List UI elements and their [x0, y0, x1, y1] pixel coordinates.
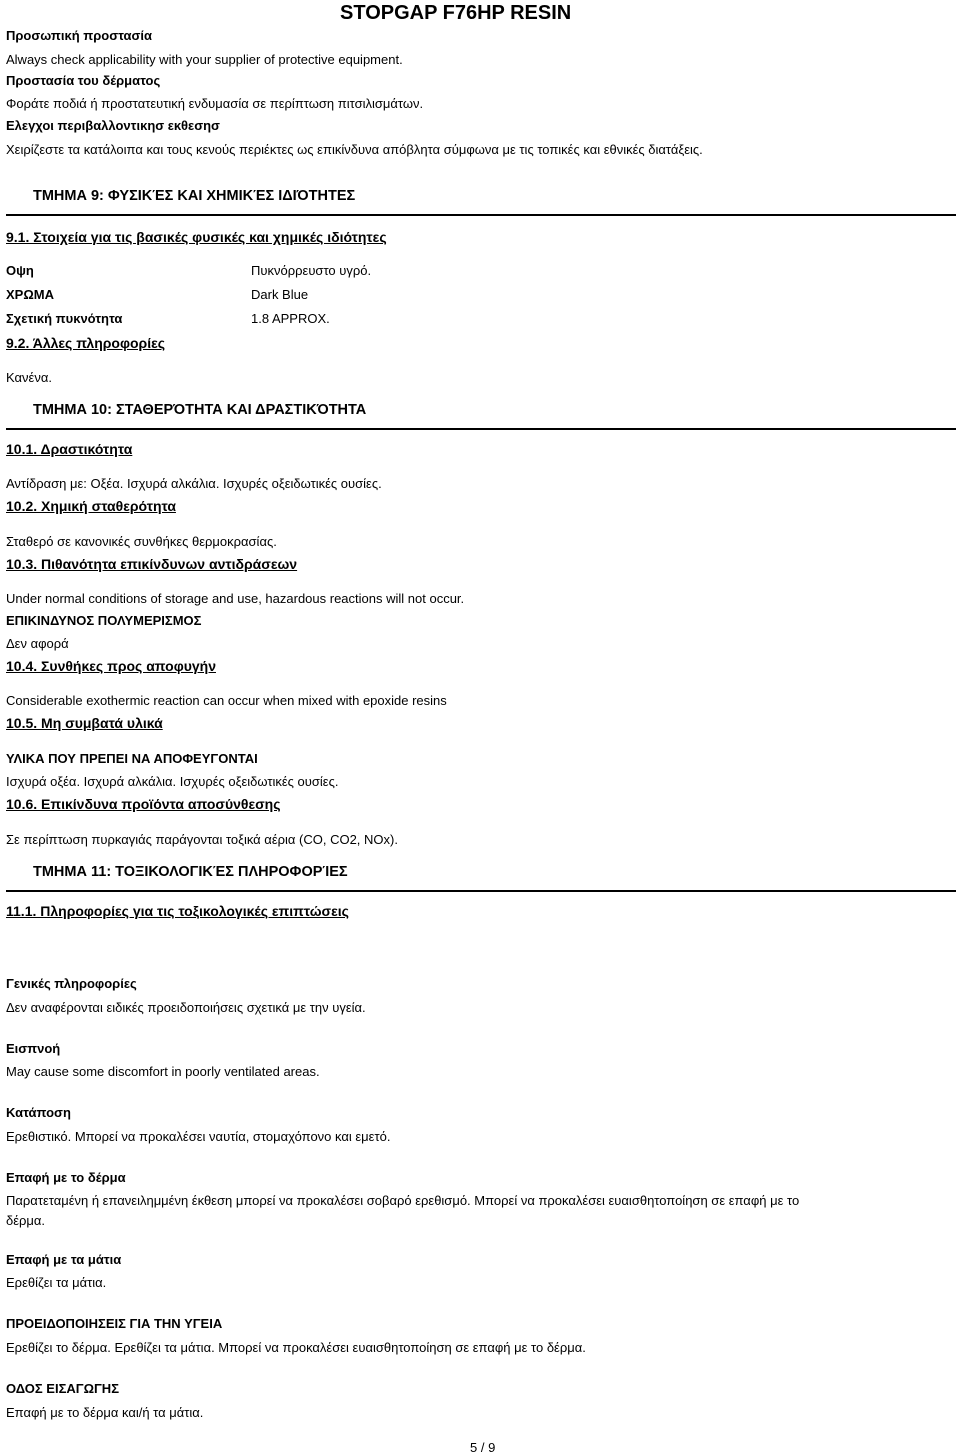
personal-protection-heading: Προσωπική προστασία [6, 28, 153, 43]
materials-avoid-label: ΥΛΙΚΑ ΠΟΥ ΠΡΕΠΕΙ ΝΑ ΑΠΟΦΕΥΓΟΝΤΑΙ [6, 751, 258, 766]
skin-protection-heading: Προστασία του δέρματος [6, 73, 161, 88]
env-exposure-heading: Ελεγχοι περιβαλλοντικησ εκθεσησ [6, 118, 220, 133]
subsection-9-1: 9.1. Στοιχεία για τις βασικές φυσικές και χημικές ιδιότητες [6, 229, 387, 245]
env-exposure-text: Χειρίζεστε τα κατάλοιπα και τους κενούς περιέκτες ως επικίνδυνα απόβλητα σύμφωνα με τις τοπικές και εθνικές διατάξεις. [6, 142, 703, 157]
inhalation-text: May cause some discomfort in poorly ventilated areas. [6, 1064, 320, 1079]
skin-contact-text-line2: δέρμα. [6, 1213, 46, 1228]
prop-value: Dark Blue [251, 287, 309, 302]
prop-label: ΧΡΩΜΑ [6, 287, 54, 302]
materials-avoid-text: Ισχυρά οξέα. Ισχυρά αλκάλια. Ισχυρές οξειδωτικές ουσίες. [6, 774, 339, 789]
ingestion-label: Κατάποση [6, 1105, 71, 1120]
page-number: 5 / 9 [470, 1440, 496, 1455]
hazardous-reactions-text: Under normal conditions of storage and use, hazardous reactions will not occur. [6, 591, 465, 606]
general-info-text: Δεν αναφέρονται ειδικές προειδοποιήσεις σχετικά με την υγεία. [6, 1000, 366, 1015]
section-11-header [6, 858, 956, 892]
conditions-avoid-text: Considerable exothermic reaction can occur when mixed with epoxide resins [6, 693, 447, 708]
document-title: STOPGAP F76HP RESIN [340, 2, 572, 24]
subsection-10-6: 10.6. Επικίνδυνα προϊόντα αποσύνθεσης [6, 796, 281, 812]
other-info-text: Κανένα. [6, 370, 52, 385]
section-9-title: ΤΜΗΜΑ 9: ΦΥΣΙΚΈΣ ΚΑΙ ΧΗΜΙΚΈΣ ΙΔΙΌΤΗΤΕΣ [33, 188, 356, 204]
section-10-header [6, 396, 956, 430]
reactivity-text: Αντίδραση με: Οξέα. Ισχυρά αλκάλια. Ισχυρές οξειδωτικές ουσίες. [6, 476, 382, 491]
general-info-label: Γενικές πληροφορίες [6, 976, 137, 991]
prop-value: 1.8 APPROX. [251, 311, 330, 326]
stability-text: Σταθερό σε κανονικές συνθήκες θερμοκρασίας. [6, 534, 277, 549]
subsection-11-1: 11.1. Πληροφορίες για τις τοξικολογικές επιπτώσεις [6, 903, 349, 919]
personal-protection-text: Always check applicability with your supplier of protective equipment. [6, 52, 403, 67]
decomposition-text: Σε περίπτωση πυρκαγιάς παράγονται τοξικά αέρια (CO, CO2, NOx). [6, 832, 398, 847]
section-9-header [6, 182, 956, 216]
subsection-10-2: 10.2. Χημική σταθερότητα [6, 498, 176, 514]
prop-value: Πυκνόρρευστο υγρό. [251, 263, 372, 278]
subsection-10-1: 10.1. Δραστικότητα [6, 441, 133, 457]
skin-contact-text-line1: Παρατεταμένη ή επανειλημμένη έκθεση μπορεί να προκαλέσει σοβαρό ερεθισμό. Μπορεί να προκαλέσει ευαισθητοποίηση σε επαφή με το [6, 1193, 800, 1208]
health-warnings-label: ΠΡΟΕΙΔΟΠΟΙΗΣΕΙΣ ΓΙΑ ΤΗΝ ΥΓΕΙΑ [6, 1316, 223, 1331]
prop-label: Σχετική πυκνότητα [6, 311, 123, 326]
route-of-entry-text: Επαφή με το δέρμα και/ή τα μάτια. [6, 1405, 204, 1420]
inhalation-label: Εισπνοή [6, 1041, 61, 1056]
skin-protection-text: Φοράτε ποδιά ή προστατευτική ενδυμασία σε περίπτωση πιτσιλισμάτων. [6, 96, 424, 111]
subsection-10-4: 10.4. Συνθήκες προς αποφυγήν [6, 658, 216, 674]
ingestion-text: Ερεθιστικό. Μπορεί να προκαλέσει ναυτία, στομαχόπονο και εμετό. [6, 1129, 391, 1144]
subsection-9-2: 9.2. Άλλες πληροφορίες [6, 335, 166, 351]
route-of-entry-label: ΟΔΟΣ ΕΙΣΑΓΩΓΗΣ [6, 1381, 119, 1396]
subsection-10-5: 10.5. Μη συμβατά υλικά [6, 715, 163, 731]
eye-contact-text: Ερεθίζει τα μάτια. [6, 1275, 107, 1290]
prop-label: Οψη [6, 263, 34, 278]
eye-contact-label: Επαφή με τα μάτια [6, 1252, 122, 1267]
health-warnings-text: Ερεθίζει το δέρμα. Ερεθίζει τα μάτια. Μπορεί να προκαλέσει ευαισθητοποίηση σε επαφή με το δέρμα. [6, 1340, 586, 1355]
section-11-title: ΤΜΗΜΑ 11: ΤΟΞΙΚΟΛΟΓΙΚΈΣ ΠΛΗΡΟΦΟΡΊΕΣ [33, 864, 348, 880]
polymerisation-text: Δεν αφορά [6, 636, 69, 651]
subsection-10-3: 10.3. Πιθανότητα επικίνδυνων αντιδράσεων [6, 556, 298, 572]
section-10-title: ΤΜΗΜΑ 10: ΣΤΑΘΕΡΌΤΗΤΑ ΚΑΙ ΔΡΑΣΤΙΚΌΤΗΤΑ [33, 402, 367, 418]
polymerisation-label: ΕΠΙΚΙΝΔΥΝΟΣ ΠΟΛΥΜΕΡΙΣΜΟΣ [6, 613, 202, 628]
skin-contact-label: Επαφή με το δέρμα [6, 1170, 126, 1185]
